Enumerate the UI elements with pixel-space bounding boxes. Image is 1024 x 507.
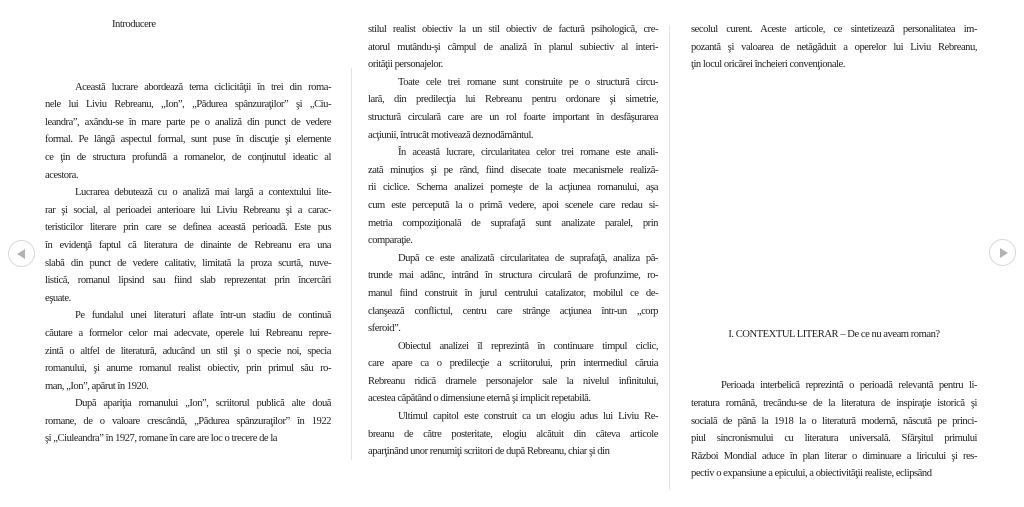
chevron-right-icon <box>1000 248 1008 258</box>
paragraph <box>45 184 331 307</box>
paragraph <box>368 338 658 408</box>
text-line: nele lui Liviu Rebreanu, „Ion”, „Pădurea spânzuraţilor” şi „Ciu- <box>45 99 331 111</box>
text-line: După apariţia romanului „Ion”, scriitorul publică alte două <box>75 398 331 410</box>
text-line: pectiv o expansiune a epicului, a obiectivităţii realiste, eclipsând <box>691 468 932 480</box>
text-line: zintă o altfel de literatură, aducând un stil şi o specie noi, specia <box>45 345 331 357</box>
page-separator <box>351 68 352 460</box>
text-line: în evidenţă faptul că literatura de dinainte de Rebreanu era una <box>45 239 331 251</box>
paragraph <box>45 79 331 185</box>
page-separator <box>669 25 670 490</box>
page-title: Introducere <box>112 19 156 30</box>
text-line: eşuate. <box>45 292 71 304</box>
previous-page-button[interactable] <box>8 240 35 267</box>
text-line: Această lucrare abordează tema ciclicităţii în trei din roma- <box>75 81 331 93</box>
text-line: cum este percepută la o primă vedere, apoi scenele care redau si- <box>368 199 658 211</box>
text-line: socială de până la 1918 la o literatură modernă, născută pe princi- <box>691 415 977 427</box>
text-line: manul fiind construit în jurul centrului catalizator, mobilul ce de- <box>368 287 658 299</box>
text-line: formal. Pe lângă aspectul formal, sunt puse în discuţie şi elemente <box>45 134 331 146</box>
text-line: romanului, şi anume romanul realist obiectiv, prin primul său ro- <box>45 363 331 375</box>
text-line: zată minuţios şi pe rând, fiind disecate toate mecanismele realiză- <box>368 164 658 176</box>
text-line: leandra”, axându-se în mare parte pe o analiză din punct de vedere <box>45 116 331 128</box>
paragraph <box>368 408 658 461</box>
text-line: Perioada interbelică reprezintă o perioadă relevantă pentru li- <box>721 380 977 392</box>
text-line: ţin locul oricărei încheieri convenţionale. <box>691 59 845 71</box>
page-column-3 <box>691 0 977 483</box>
paragraph <box>368 144 658 250</box>
paragraph <box>368 21 658 74</box>
text-line: man, „Ion”, apărut în 1920. <box>45 380 149 392</box>
text-line: care apare ca o predilecţie a scriitorului, prin intermediul căruia <box>368 358 658 370</box>
text-line: lară, din predilecţia lui Rebreanu pentru ordonare şi simetrie, <box>368 94 658 106</box>
text-line: acestea căpătând o dimensiune eternă şi implicit repetabilă. <box>368 393 591 405</box>
paragraph <box>368 250 658 338</box>
text-line: orităţii personajelor. <box>368 59 443 71</box>
text-line: structură circulară care are un rol foarte important în desfăşurarea <box>368 111 658 123</box>
text-line: breanu de către posteritate, elogiu alcătuit din câteva articole <box>368 428 658 440</box>
text-line: aparţinând unor renumiţi scriitori de după Rebreanu, chiar şi din <box>368 446 610 458</box>
text-line: Rebreanu ridică dramele personajelor sale la nivelul infinitului, <box>368 375 658 387</box>
text-line: Război Mondial aduce în plan literar o diminuare a liricului şi res- <box>691 450 977 462</box>
text-line: rii ciclice. Schema analizei porneşte de la acţiunea romanului, aşa <box>368 182 658 194</box>
text-line: romane, de o valoare crescândă, „Pădurea spânzuraţilor” în 1922 <box>45 415 331 427</box>
paragraph <box>368 74 658 144</box>
text-line: slabă din punct de vedere calitativ, limitată la proza scurtă, nuve- <box>45 257 331 269</box>
paragraph <box>691 377 977 483</box>
text-line: Obiectul analizei îl reprezintă în continuare timpul ciclic, <box>398 340 658 352</box>
text-line: metria compoziţională de suprafaţă sunt analizate paralel, prin <box>368 217 658 229</box>
page-column-2 <box>368 0 658 461</box>
text-line: Pe fundalul unei literaturi aflate într-un stadiu de continuă <box>75 310 331 322</box>
text-line: teristicilor literare prin care se definea această perioadă. Este pus <box>45 222 331 234</box>
text-line: sferoid”. <box>368 323 401 335</box>
page-heading: I. CONTEXTUL LITERAR – De ce nu aveam roman? <box>728 328 940 340</box>
next-page-button[interactable] <box>989 239 1016 266</box>
chevron-left-icon <box>17 249 25 259</box>
text-line: piul sincronismului cu literatura universală. Sfârşitul primului <box>691 433 977 445</box>
text-line: pozantă şi valoarea de netăgăduit a operelor lui Liviu Rebreanu, <box>691 41 977 53</box>
text-line: rar şi social, al perioadei anterioare lui Liviu Rebreanu şi a carac- <box>45 204 331 216</box>
page-column-1 <box>45 0 331 448</box>
text-line: În această lucrare, circularitatea celor trei romane este anali- <box>398 147 658 159</box>
text-line: Lucrarea debutează cu o analiză mai largă a contextului lite- <box>75 187 331 199</box>
paragraph <box>691 21 977 74</box>
text-line: acestora. <box>45 169 79 181</box>
text-line: teratura română, trecându-se de la literatura de inspiraţie istorică şi <box>691 397 977 409</box>
text-line: Ultimul capitol este construit ca un elogiu adus lui Liviu Re- <box>398 411 658 423</box>
text-line: şi „Ciuleandra” în 1927, romane în care are loc o trecere de la <box>45 433 278 445</box>
text-line: acţiunii, întrucât motivează deznodământul. <box>368 129 534 141</box>
text-line: listică, romanul lipsind sau fiind slab reprezentat prin încercări <box>45 275 331 287</box>
paragraph <box>45 307 331 395</box>
text-line: atorul mutându-şi câmpul de analiză în planul subiectiv al interi- <box>368 41 658 53</box>
text-line: comparaţie. <box>368 235 413 247</box>
text-line: stilul realist obiectiv la un stil obiectiv de factură psihologică, cre- <box>368 24 658 35</box>
text-line: ce ţin de structura profundă a romanelor, de conţinutul ideatic al <box>45 151 331 163</box>
text-line: Toate cele trei romane sunt construite pe o structură circu- <box>398 76 658 88</box>
text-line: căutare a formelor celor mai adecvate, operele lui Rebreanu repre- <box>45 327 331 339</box>
paragraph <box>45 395 331 448</box>
text-line: clanşează conflictul, centru care strânge acţiunea într-un „corp <box>368 305 658 317</box>
text-line: După ce este analizată circularitatea de suprafaţă, analiza pă- <box>398 252 658 264</box>
text-line: secolul curent. Aceste articole, ce sintetizează personalitatea im- <box>691 24 977 35</box>
text-line: trunde mai adânc, intrând în structura circulară de profunzime, ro- <box>368 270 658 282</box>
